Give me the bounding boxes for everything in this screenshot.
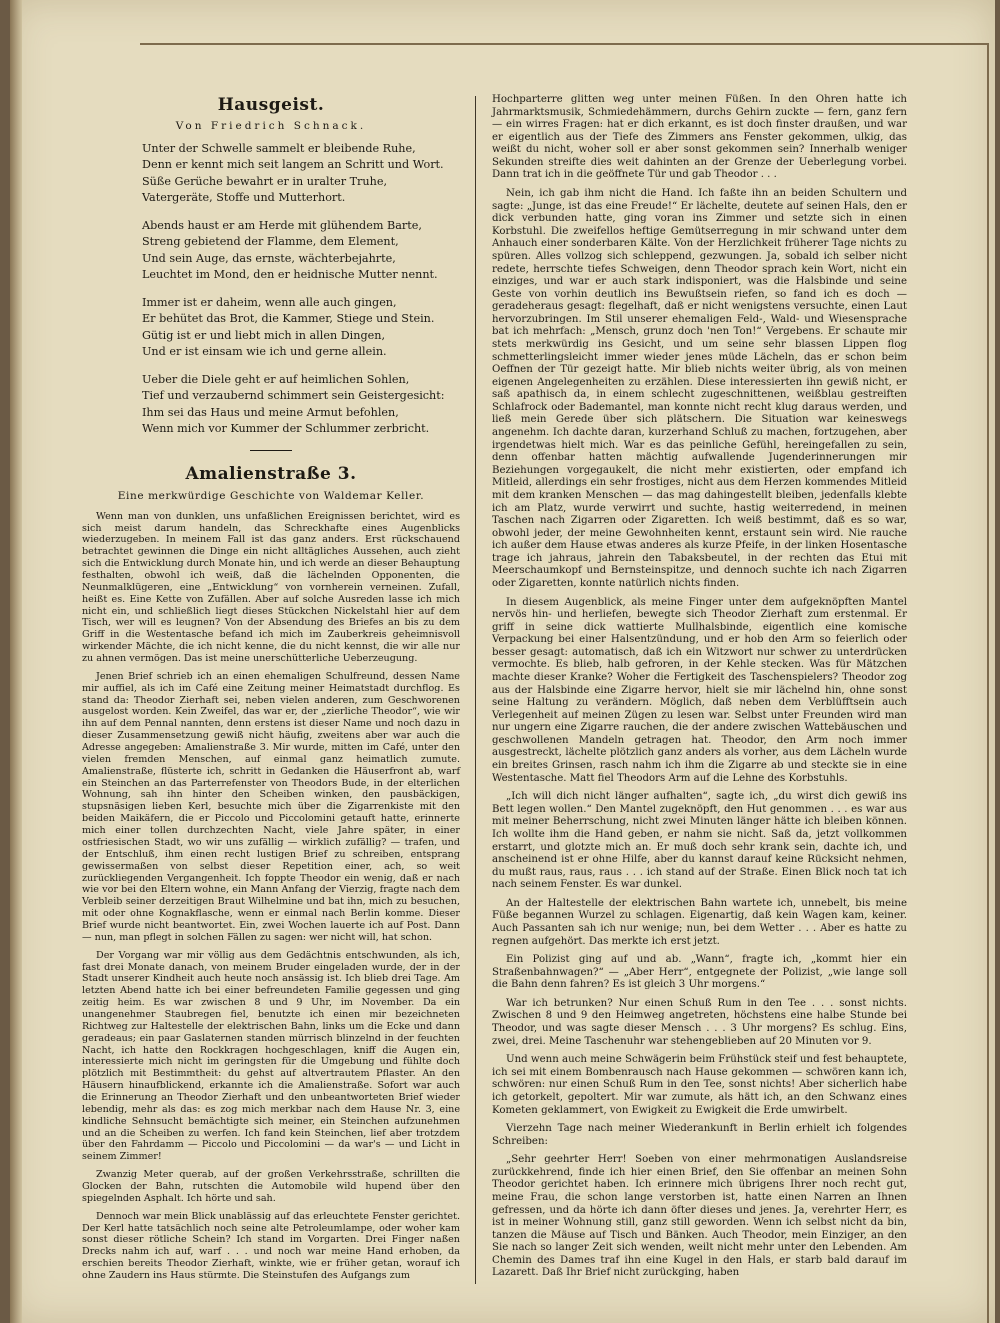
poem-line: Gütig ist er und liebt mich in allen Dingen, bbox=[142, 328, 386, 342]
right-edge-rule bbox=[987, 45, 995, 1323]
poem-stanza bbox=[82, 372, 460, 438]
poem-line: Vatergeräte, Stoffe und Mutterhort. bbox=[142, 191, 346, 205]
poem-line: Unter der Schwelle sammelt er bleibende Ruhe, bbox=[142, 141, 416, 155]
story-paragraph: Dennoch war mein Blick unablässig auf das erleuchtete Fenster gerichtet. Der Kerl hatte tatsächlich noch seine alte Petroleumlampe, oder woher kam sonst dieser rötliche Schein? Ich stand im Vorgarten. Drei Finger naßen Drecks nahm ich auf, warf . . . und noch war meine Hand erhoben, da erschien bereits Theodor Zierhaft, winkte, wie er früher getan, worauf ich ohne Zaudern ins Haus stürmte. Die Steinstufen des Aufgangs zum bbox=[82, 1210, 460, 1281]
poem-line: Denn er kennt mich seit langem an Schritt und Wort. bbox=[142, 158, 444, 172]
poem-line: Streng gebietend der Flamme, dem Element, bbox=[142, 235, 399, 249]
poem-line: Süße Gerüche bewahrt er in uralter Truhe, bbox=[142, 174, 387, 188]
poem-line: Wenn mich vor Kummer der Schlummer zerbricht. bbox=[142, 422, 430, 436]
story-paragraph: Wenn man von dunklen, uns unfaßlichen Ereignissen berichtet, wird es sich meist darum handeln, das Schreckhafte eines Augenblicks wiederzugeben. In meinem Fall ist das ganz anders. Erst rückschauend betrachtet gewinnen die Dinge ein nicht alltägliches Aussehen, auch zieht sich die Entwicklung durch Monate hin, und ich werde an dieser Behauptung festhalten, obwohl ich weiß, daß die lächelnden Opponenten, die Neunmalklügeren, eine „Entwicklung“ von vornherein verneinen. Zufall, heißt es. Eine Kette von Zufällen. Aber auf solche Ausreden lasse ich mich nicht ein, und schließlich liegt dieses Stückchen Nickelstahl hier auf dem Tisch, wer will es leugnen? Von der Absendung des Briefes an bis zu dem Griff in die Westentasche befand ich mich im Zauberkreis geheimnisvoll wirkender Mächte, die ich nicht kenne, die du nicht kennst, die wir alle nur zu ahnen vermögen. Das ist meine unerschütterliche Ueberzeugung. bbox=[82, 510, 460, 665]
story-paragraph: „Ich will dich nicht länger aufhalten“, sagte ich, „du wirst dich gewiß ins Bett legen wollen.“ Den Mantel zugeknöpft, den Hut genommen . . . es war aus mit meiner Beherrschung, nicht zwei Minuten länger hätte ich bleiben können. Ich wollte ihm die Hand geben, er nahm sie nicht. Saß da, jetzt vollkommen erstarrt, und glotzte mich an. Er muß doch sehr krank sein, dachte ich, und anscheinend ist er ohne Hilfe, aber du kannst darauf keine Rücksicht nehmen, du mußt raus, raus, raus . . . ich stand auf der Straße. Einen Blick noch tat ich nach seinem Fenster. Es war dunkel. bbox=[492, 791, 907, 891]
story-title: Amalienstraße 3. bbox=[185, 463, 357, 484]
story-right-text bbox=[492, 94, 907, 1280]
poem-line: Tief und verzaubernd schimmert sein Geistergesicht: bbox=[142, 389, 445, 403]
poem-line: Ueber die Diele geht er auf heimlichen Sohlen, bbox=[142, 372, 410, 386]
story-paragraph: Vierzehn Tage nach meiner Wiederankunft in Berlin erhielt ich folgendes Schreiben: bbox=[492, 1123, 907, 1147]
poem-body bbox=[82, 141, 460, 438]
story-paragraph: Jenen Brief schrieb ich an einen ehemaligen Schulfreund, dessen Name mir auffiel, als ich im Café eine Zeitung meiner Heimatstadt durchflog. Es stand da: Theodor Zierhaft sei, neben vielen anderen, zum Geschworenen ausgelost worden. Kein Zweifel, das war er, der „zierliche Theodor“, wie wir ihn auf dem Pennal nannten, denn erstens ist dieser Name und noch dazu in dieser Zusammensetzung gewiß nicht häufig, zweitens aber war auch die Adresse angegeben: Amalienstraße 3. Mir wurde, mitten im Café, unter den vielen fremden Menschen, auf einmal ganz heimatlich zumute. Amalienstraße, flüsterte ich, schritt in Gedanken die Häuserfront ab, warf ein Steinchen an das Parterrefenster von Theodors Bude, in der elterlichen Wohnung, sah ihn hinter den Scheiben winken, den pausbäckigen, stupsnäsigen lieben Kerl, besuchte mich über die Zigarrenkiste mit den beiden Maikäfern, die er Piccolo und Piccolomini getauft hatte, erinnerte mich einer tollen durchzechten Nacht, viele Jahre später, in einer ostfriesischen Stadt, wo wir uns zufällig — wirklich zufällig? — trafen, und der Entschluß, ihm einen recht lustigen Brief zu schreiben, entsprang gewissermaßen von selbst dieser Repetition einer, ach, so weit zurückliegenden Vergangenheit. Ich foppte Theodor ein wenig, daß er nach wie vor bei den Eltern wohne, ein Mann Anfang der Vierzig, fragte nach dem Verbleib seiner derzeitigen Braut Wilhelmine und bat ihn, mich zu besuchen, mit oder ohne Kognakflasche, wenn er einmal nach Berlin komme. Dieser Brief wurde nicht beantwortet. Ein, zwei Wochen lauerte ich auf Post. Dann — nun, man pflegt in solchen Fällen zu sagen: wer nicht will, hat schon. bbox=[82, 670, 460, 943]
poem-line: Leuchtet im Mond, den er heidnische Mutter nennt. bbox=[142, 268, 438, 282]
poem-line: Und er ist einsam wie ich und gerne allein. bbox=[142, 345, 387, 359]
poem-line: Immer ist er daheim, wenn alle auch gingen, bbox=[142, 295, 397, 309]
section-separator bbox=[250, 450, 292, 451]
poem-stanza bbox=[82, 295, 460, 361]
poem-line: Ihm sei das Haus und meine Armut befohlen, bbox=[142, 405, 399, 419]
poem-stanza bbox=[82, 218, 460, 284]
poem-line: Und sein Auge, das ernste, wächterbejahrte, bbox=[142, 251, 396, 265]
story-left-text bbox=[82, 511, 460, 1282]
column-divider bbox=[475, 96, 476, 1284]
story-byline: Eine merkwürdige Geschichte von Waldemar Keller. bbox=[117, 489, 425, 502]
right-column bbox=[492, 94, 907, 1286]
story-paragraph: Ein Polizist ging auf und ab. „Wann“, fragte ich, „kommt hier ein Straßenbahnwagen?“ — „Aber Herr“, entgegnete der Polizist, „wie lange soll die Bahn denn fahren? Es ist gleich 3 Uhr morgens.“ bbox=[492, 954, 907, 991]
story-paragraph: Der Vorgang war mir völlig aus dem Gedächtnis entschwunden, als ich, fast drei Monate danach, von meinem Bruder eingeladen wurde, der in der Stadt unserer Kindheit auch heute noch ansässig ist. Ich blieb drei Tage. Am letzten Abend hatte ich bei einer befreundeten Familie gegessen und ging zeitig heim. Es war zwischen 8 und 9 Uhr, im November. Da ein unangenehmer Staubregen fiel, benutzte ich einen mir bezeichneten Richtweg zur Haltestelle der elektrischen Bahn, links um die Ecke und dann geradeaus; ein paar Gaslaternen standen mürrisch blinzelnd in der feuchten Nacht, ich hatte den Rockkragen hochgeschlagen, kniff die Augen ein, interessierte mich nicht im geringsten für die Umgebung und fühlte doch plötzlich mit Bestimmtheit: du gehst auf altvertrautem Pflaster. An den Häusern hinaufblickend, erkannte ich die Amalienstraße. Sofort war auch die Erinnerung an Theodor Zierhaft und den unbeantworteten Brief wieder lebendig, mehr als das: es zog mich merkbar nach dem Hause Nr. 3, eine kindliche Sehnsucht bemächtigte sich meiner, ein Steinchen aufzunehmen und an die Scheiben zu werfen. Ich fand kein Steinchen, lief aber trotzdem über den Fahrdamm — Piccolo und Piccolomini — da war's — und Licht in seinem Zimmer! bbox=[82, 949, 460, 1163]
poem-line: Abends haust er am Herde mit glühendem Barte, bbox=[142, 218, 422, 232]
story-paragraph: Hochparterre glitten weg unter meinen Füßen. In den Ohren hatte ich Jahrmarktsmusik, Schmiedehämmern, durchs Gehirn zuckte — fern, ganz fern — ein wirres Fragen: hat er dich erkannt, es ist doch finster draußen, und war er eigentlich aus der Tiefe des Zimmers ans Fenster gekommen, ulkig, das weißt du nicht, woher soll er aber sonst gekommen sein? Innerhalb weniger Sekunden streifte dies weit dahinten an der Grenze der Ueberlegung vorbei. Dann trat ich in die geöffnete Tür und gab Theodor . . . bbox=[492, 94, 907, 181]
top-rule bbox=[140, 43, 989, 45]
left-column bbox=[82, 94, 460, 1288]
poem-title: Hausgeist. bbox=[217, 95, 325, 115]
story-paragraph: Nein, ich gab ihm nicht die Hand. Ich faßte ihn an beiden Schultern und sagte: „Junge, ist das eine Freude!“ Er lächelte, deutete auf seinen Hals, den er dick verbunden hatte, ging voran ins Zimmer und setzte sich in einen Korbstuhl. Die zweifellos heftige Gemütserregung in mir schwand unter dem Anhauch einer sonderbaren Kälte. Von der Herzlichkeit früherer Tage nichts zu spüren. Alles vollzog sich schleppend, gezwungen. Ja, sobald ich selber nicht redete, herrschte tiefes Schweigen, denn Theodor sprach kein Wort, nicht ein einziges, und war er auch stark indisponiert, was die Halsbinde und seine Geste von vorhin deutlich ins Bewußtsein riefen, so fand ich es doch — geradeheraus gesagt: flegelhaft, daß er nicht wenigstens versuchte, einen Laut hervorzubringen. Im Stil unserer ehemaligen Feld-, Wald- und Wiesensprache bat ich mehrfach: „Mensch, grunz doch 'nen Ton!“ Vergebens. Er schaute mir stets merkwürdig ins Gesicht, und um seine sehr blassen Lippen flog schmetterlingsleicht immer wieder jenes müde Lächeln, das er schon beim Oeffnen der Tür gezeigt hatte. Mir blieb nichts weiter übrig, als von meinen eigenen Angelegenheiten zu erzählen. Diese interessierten ihn gewiß nicht, er saß apathisch da, in einem schlecht zugeschnittenen, weißblau gestreiften Schlafrock oder Bademantel, man konnte nicht recht klug daraus werden, und ließ mein Gerede über sich plätschern. Die Situation war keineswegs angenehm. Ich dachte daran, kurzerhand Schluß zu machen, fortzugehen, aber irgendetwas hielt mich. War es das peinliche Gefühl, hereingefallen zu sein, denn offenbar hatten mächtig aufwallende Jugenderinnerungen mir Beziehungen vorgegaukelt, die nicht mehr existierten, oder empfand ich Mitleid, allerdings ein sehr frostiges, nicht aus dem Herzen kommendes Mitleid mit dem kranken Menschen — das mag dahingestellt bleiben, jedenfalls klebte ich am Platz, wurde verwirrt und suchte, hastig weiterredend, in meinen Taschen nach Zigarren oder Zigaretten. Ich weiß bestimmt, daß es so war, obwohl jeder, der meine Gewohnheiten kennt, erstaunt sein wird. Nie rauche ich außer dem Hause etwas anderes als kurze Pfeife, in der linken Hosentasche trage ich jahraus, jahrein den Tabaksbeutel, in der rechten das Etui mit Meerschaumkopf und Bernsteinspitze, und dennoch suchte ich nach Zigarren oder Zigaretten, konnte natürlich nichts finden. bbox=[492, 188, 907, 589]
poem-byline: Von Friedrich Schnack. bbox=[175, 120, 367, 132]
story-paragraph: In diesem Augenblick, als meine Finger unter dem aufgeknöpften Mantel nervös hin- und herliefen, bewegte sich Theodor Zierhaft zum erstenmal. Er griff in seine dick wattierte Mullhalsbinde, eigentlich eine komische Verpackung bei einer Halsentzündung, und er hob den Arm so feierlich oder besser gesagt: automatisch, daß ich ein Witzwort nur schwer zu unterdrücken vermochte. Es blieb, halb gefroren, in der Kehle stecken. Was für Mätzchen machte dieser Kranke? Woher die Fertigkeit des Taschenspielers? Theodor zog aus der Halsbinde eine Zigarre hervor, hielt sie mir lächelnd hin, ohne sonst seine Haltung zu verändern. Möglich, daß neben dem Verblüfftsein auch Verlegenheit auf meinen Zügen zu lesen war. Selbst unter Freunden wird man nur ungern eine Zigarre rauchen, die der andere zwischen Wattebäuschen und geschwollenen Mandeln getragen hat. Theodor, den Arm noch immer ausgestreckt, lächelte plötzlich ganz anders als vorher, aus dem Lächeln wurde ein breites Grinsen, rasch nahm ich ihm die Zigarre ab und steckte sie in eine Westentasche. Matt fiel Theodors Arm auf die Lehne des Korbstuhls. bbox=[492, 596, 907, 784]
poem-line: Er behütet das Brot, die Kammer, Stiege und Stein. bbox=[142, 312, 435, 326]
story-paragraph: An der Haltestelle der elektrischen Bahn wartete ich, unnebelt, bis meine Füße begannen Wurzel zu schlagen. Eigenartig, daß kein Wagen kam, keiner. Auch Passanten sah ich nur wenige; nun, bei dem Wetter . . . Aber es hatte zu regnen aufgehört. Das merkte ich erst jetzt. bbox=[492, 897, 907, 947]
story-paragraph: Und wenn auch meine Schwägerin beim Frühstück steif und fest behauptete, ich sei mit einem Bombenrausch nach Hause gekommen — schwören kann ich, schwören: nur einen Schuß Rum in den Tee, sonst nichts! Aber sicherlich habe ich getorkelt, gepoltert. Mir war zumute, als hätt ich, an den Schwanz eines Kometen geklammert, von Ewigkeit zu Ewigkeit die Erde umwirbelt. bbox=[492, 1054, 907, 1116]
story-paragraph: Zwanzig Meter querab, auf der großen Verkehrsstraße, schrillten die Glocken der Bahn, rutschten die Automobile wild hupend über den spiegelnden Asphalt. Ich hörte und sah. bbox=[82, 1169, 460, 1204]
newspaper-page bbox=[10, 0, 995, 1323]
story-paragraph: War ich betrunken? Nur einen Schuß Rum in den Tee . . . sonst nichts. Zwischen 8 und 9 den Heimweg angetreten, höchstens eine halbe Stunde bei Theodor, und was sagte dieser Mensch . . . 3 Uhr morgens? Es schlug. Eins, zwei, drei. Meine Taschenuhr war stehengeblieben auf 20 Minuten vor 9. bbox=[492, 997, 907, 1047]
story-paragraph: „Sehr geehrter Herr! Soeben von einer mehrmonatigen Auslandsreise zurückkehrend, finde ich hier einen Brief, den Sie offenbar an meinen Sohn Theodor gerichtet haben. Ich erinnere mich übrigens Ihrer noch recht gut, meine Frau, die schon lange verstorben ist, hatte einen Narren an Ihnen gefressen, und da hörte ich dann öfter dieses und jenes. Ja, verehrter Herr, es ist in meiner Wohnung still, ganz still geworden. Wenn ich selbst nicht da bin, tanzen die Mäuse auf Tisch und Bänken. Auch Theodor, mein Einziger, an den Sie nach so langer Zeit sich wenden, weilt nicht mehr unter den Lebenden. Am Chemin des Dames traf ihn eine Kugel in den Hals, er starb bald darauf im Lazarett. Daß Ihr Brief nicht zurückging, haben bbox=[492, 1154, 907, 1279]
poem-stanza bbox=[82, 141, 460, 207]
